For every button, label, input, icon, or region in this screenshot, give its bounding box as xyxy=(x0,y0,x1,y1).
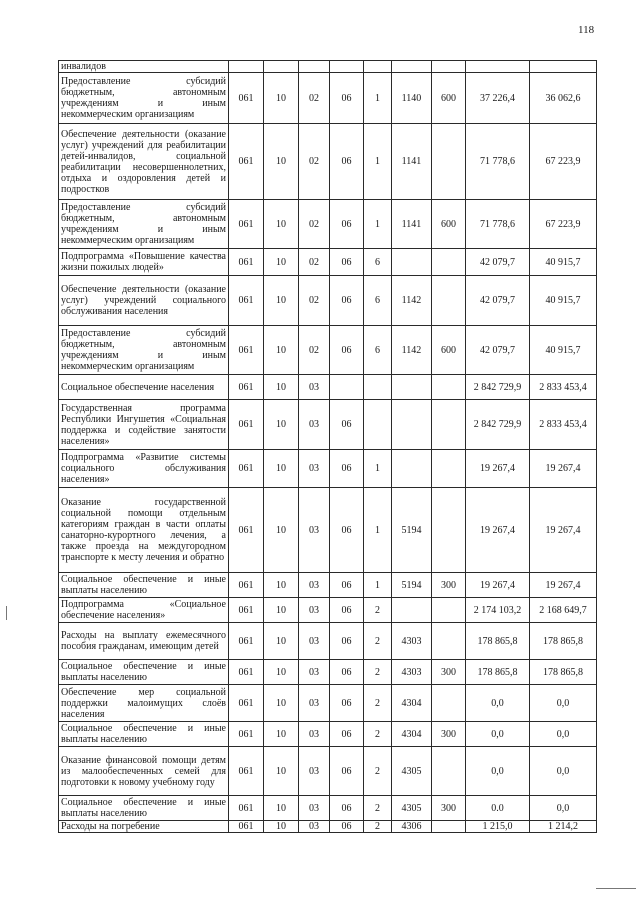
cell-name: Обеспечение деятельности (оказание услуг) учреждений социального обслуживания населения xyxy=(59,276,229,326)
cell-subsection-code: 03 xyxy=(299,747,330,796)
cell-ministry-code: 061 xyxy=(229,326,264,375)
cell-subprogram-code: 2 xyxy=(364,660,392,685)
table-row xyxy=(59,326,597,375)
cell-amount-1: 42 079,7 xyxy=(466,326,530,375)
cell-subsection-code: 03 xyxy=(299,685,330,722)
table-row xyxy=(59,450,597,488)
cell-target-code: 1141 xyxy=(392,200,432,249)
table-row xyxy=(59,124,597,200)
table-row xyxy=(59,623,597,660)
cell-expense-type-code xyxy=(432,488,466,573)
table-row xyxy=(59,400,597,450)
cell-amount-2: 0,0 xyxy=(530,796,597,821)
table-row xyxy=(59,375,597,400)
cell-target-code: 4306 xyxy=(392,821,432,833)
cell-amount-1: 0,0 xyxy=(466,685,530,722)
cell-amount-2: 19 267,4 xyxy=(530,450,597,488)
cell-program-code: 06 xyxy=(330,73,364,124)
cell-section-code: 10 xyxy=(264,660,299,685)
cell-target-code: 4305 xyxy=(392,796,432,821)
cell-expense-type-code: 600 xyxy=(432,200,466,249)
cell-subprogram-code: 2 xyxy=(364,821,392,833)
cell-amount-1: 1 215,0 xyxy=(466,821,530,833)
cell-target-code xyxy=(392,400,432,450)
cell-subsection-code: 02 xyxy=(299,73,330,124)
cell-name: Подпрограмма «Развитие системы социального обслуживания населения» xyxy=(59,450,229,488)
cell-subsection-code: 03 xyxy=(299,660,330,685)
cell-ministry-code: 061 xyxy=(229,660,264,685)
cell-name: Расходы на погребение xyxy=(59,821,229,833)
cell-subsection-code xyxy=(299,61,330,73)
cell-subprogram-code xyxy=(364,400,392,450)
cell-program-code: 06 xyxy=(330,249,364,276)
margin-mark xyxy=(596,888,636,889)
table-row xyxy=(59,276,597,326)
cell-subsection-code: 02 xyxy=(299,249,330,276)
cell-subprogram-code: 1 xyxy=(364,450,392,488)
cell-ministry-code: 061 xyxy=(229,598,264,623)
cell-name: Подпрограмма «Повышение качества жизни пожилых людей» xyxy=(59,249,229,276)
cell-name: Предоставление субсидий бюджетным, автономным учреждениям и иным некоммерческим организациям xyxy=(59,200,229,249)
budget-table xyxy=(58,60,597,833)
cell-name: Оказание финансовой помощи детям из малообеспеченных семей для подготовки к новому учебному году xyxy=(59,747,229,796)
cell-amount-2: 67 223,9 xyxy=(530,200,597,249)
cell-name: Социальное обеспечение и иные выплаты населению xyxy=(59,722,229,747)
cell-subprogram-code: 1 xyxy=(364,124,392,200)
cell-amount-2: 178 865,8 xyxy=(530,660,597,685)
cell-ministry-code xyxy=(229,61,264,73)
cell-expense-type-code: 600 xyxy=(432,326,466,375)
cell-program-code: 06 xyxy=(330,623,364,660)
cell-program-code: 06 xyxy=(330,200,364,249)
cell-name: Обеспечение деятельности (оказание услуг) учреждений для реабилитации детей-инвалидов, социальной реабилитации несовершеннолетних, отдыха и оздоровления детей и подростков xyxy=(59,124,229,200)
cell-subprogram-code: 2 xyxy=(364,722,392,747)
table-row xyxy=(59,61,597,73)
cell-target-code xyxy=(392,450,432,488)
cell-subsection-code: 02 xyxy=(299,124,330,200)
cell-program-code xyxy=(330,61,364,73)
cell-expense-type-code xyxy=(432,598,466,623)
cell-amount-1: 178 865,8 xyxy=(466,660,530,685)
cell-program-code: 06 xyxy=(330,573,364,598)
cell-ministry-code: 061 xyxy=(229,73,264,124)
cell-subsection-code: 03 xyxy=(299,598,330,623)
cell-subprogram-code: 1 xyxy=(364,573,392,598)
table-row xyxy=(59,488,597,573)
cell-ministry-code: 061 xyxy=(229,488,264,573)
cell-subprogram-code xyxy=(364,61,392,73)
cell-target-code xyxy=(392,375,432,400)
cell-expense-type-code xyxy=(432,124,466,200)
cell-subprogram-code: 1 xyxy=(364,488,392,573)
cell-subprogram-code: 2 xyxy=(364,796,392,821)
cell-subprogram-code: 2 xyxy=(364,747,392,796)
cell-ministry-code: 061 xyxy=(229,821,264,833)
cell-amount-1: 19 267,4 xyxy=(466,488,530,573)
cell-program-code: 06 xyxy=(330,821,364,833)
table-row xyxy=(59,821,597,833)
cell-ministry-code: 061 xyxy=(229,722,264,747)
cell-amount-2: 36 062,6 xyxy=(530,73,597,124)
cell-ministry-code: 061 xyxy=(229,249,264,276)
cell-amount-1: 71 778,6 xyxy=(466,200,530,249)
cell-section-code: 10 xyxy=(264,598,299,623)
cell-target-code: 4305 xyxy=(392,747,432,796)
cell-name: Расходы на выплату ежемесячного пособия гражданам, имеющим детей xyxy=(59,623,229,660)
cell-section-code: 10 xyxy=(264,249,299,276)
cell-ministry-code: 061 xyxy=(229,573,264,598)
table-body xyxy=(59,61,597,833)
cell-subprogram-code: 1 xyxy=(364,200,392,249)
cell-subprogram-code: 6 xyxy=(364,276,392,326)
cell-expense-type-code: 300 xyxy=(432,573,466,598)
cell-section-code: 10 xyxy=(264,400,299,450)
cell-amount-1: 42 079,7 xyxy=(466,276,530,326)
cell-section-code: 10 xyxy=(264,488,299,573)
cell-target-code: 1140 xyxy=(392,73,432,124)
cell-target-code: 5194 xyxy=(392,573,432,598)
cell-program-code: 06 xyxy=(330,124,364,200)
cell-section-code xyxy=(264,61,299,73)
cell-amount-2: 0,0 xyxy=(530,685,597,722)
cell-amount-1: 178 865,8 xyxy=(466,623,530,660)
table-row xyxy=(59,747,597,796)
cell-section-code: 10 xyxy=(264,276,299,326)
cell-name: Социальное обеспечение и иные выплаты населению xyxy=(59,660,229,685)
cell-name: инвалидов xyxy=(59,61,229,73)
cell-name: Предоставление субсидий бюджетным, автономным учреждениям и иным некоммерческим организациям xyxy=(59,326,229,375)
cell-program-code: 06 xyxy=(330,660,364,685)
cell-amount-1: 2 842 729,9 xyxy=(466,375,530,400)
cell-amount-1: 0.0 xyxy=(466,796,530,821)
cell-subsection-code: 03 xyxy=(299,722,330,747)
table-row xyxy=(59,73,597,124)
cell-target-code: 4304 xyxy=(392,722,432,747)
cell-amount-1: 2 174 103,2 xyxy=(466,598,530,623)
cell-ministry-code: 061 xyxy=(229,400,264,450)
cell-subsection-code: 03 xyxy=(299,375,330,400)
cell-subsection-code: 02 xyxy=(299,276,330,326)
cell-subsection-code: 02 xyxy=(299,326,330,375)
cell-subprogram-code: 6 xyxy=(364,326,392,375)
cell-name: Социальное обеспечение населения xyxy=(59,375,229,400)
cell-amount-1: 19 267,4 xyxy=(466,573,530,598)
cell-amount-2: 40 915,7 xyxy=(530,276,597,326)
cell-amount-1: 2 842 729,9 xyxy=(466,400,530,450)
table-row xyxy=(59,660,597,685)
cell-subprogram-code: 2 xyxy=(364,623,392,660)
cell-expense-type-code xyxy=(432,400,466,450)
cell-section-code: 10 xyxy=(264,722,299,747)
cell-expense-type-code xyxy=(432,375,466,400)
table-row xyxy=(59,200,597,249)
table-row xyxy=(59,598,597,623)
cell-amount-2: 40 915,7 xyxy=(530,249,597,276)
cell-name: Государственная программа Республики Ингушетия «Социальная поддержка и содействие занятости населения» xyxy=(59,400,229,450)
cell-section-code: 10 xyxy=(264,685,299,722)
cell-amount-1: 0,0 xyxy=(466,722,530,747)
table-row xyxy=(59,685,597,722)
table-row xyxy=(59,573,597,598)
margin-mark xyxy=(6,606,7,620)
page-number: 118 xyxy=(578,24,595,36)
cell-ministry-code: 061 xyxy=(229,450,264,488)
cell-target-code: 4304 xyxy=(392,685,432,722)
cell-expense-type-code xyxy=(432,450,466,488)
cell-expense-type-code xyxy=(432,821,466,833)
cell-amount-1: 19 267,4 xyxy=(466,450,530,488)
cell-target-code xyxy=(392,61,432,73)
cell-subsection-code: 03 xyxy=(299,400,330,450)
cell-expense-type-code: 300 xyxy=(432,796,466,821)
cell-ministry-code: 061 xyxy=(229,685,264,722)
cell-subprogram-code: 2 xyxy=(364,598,392,623)
cell-expense-type-code xyxy=(432,61,466,73)
cell-ministry-code: 061 xyxy=(229,124,264,200)
cell-ministry-code: 061 xyxy=(229,623,264,660)
cell-target-code xyxy=(392,598,432,623)
cell-amount-1: 37 226,4 xyxy=(466,73,530,124)
cell-target-code xyxy=(392,249,432,276)
cell-amount-2: 0,0 xyxy=(530,722,597,747)
cell-subprogram-code xyxy=(364,375,392,400)
cell-target-code: 4303 xyxy=(392,660,432,685)
cell-program-code: 06 xyxy=(330,598,364,623)
cell-program-code: 06 xyxy=(330,450,364,488)
cell-section-code: 10 xyxy=(264,573,299,598)
cell-target-code: 1142 xyxy=(392,276,432,326)
cell-ministry-code: 061 xyxy=(229,796,264,821)
cell-amount-1: 0,0 xyxy=(466,747,530,796)
cell-amount-2: 178 865,8 xyxy=(530,623,597,660)
cell-expense-type-code xyxy=(432,685,466,722)
cell-program-code: 06 xyxy=(330,400,364,450)
cell-ministry-code: 061 xyxy=(229,375,264,400)
cell-name: Подпрограмма «Социальное обеспечение населения» xyxy=(59,598,229,623)
cell-amount-2: 19 267,4 xyxy=(530,488,597,573)
cell-section-code: 10 xyxy=(264,796,299,821)
cell-section-code: 10 xyxy=(264,623,299,660)
cell-section-code: 10 xyxy=(264,821,299,833)
cell-amount-1: 71 778,6 xyxy=(466,124,530,200)
cell-subsection-code: 03 xyxy=(299,450,330,488)
table-row xyxy=(59,722,597,747)
cell-subsection-code: 03 xyxy=(299,623,330,660)
table-row xyxy=(59,249,597,276)
cell-amount-2: 2 833 453,4 xyxy=(530,375,597,400)
cell-target-code: 4303 xyxy=(392,623,432,660)
cell-subprogram-code: 2 xyxy=(364,685,392,722)
cell-program-code: 06 xyxy=(330,326,364,375)
cell-program-code: 06 xyxy=(330,747,364,796)
cell-amount-2: 19 267,4 xyxy=(530,573,597,598)
cell-section-code: 10 xyxy=(264,124,299,200)
cell-name: Обеспечение мер социальной поддержки малоимущих слоёв населения xyxy=(59,685,229,722)
cell-ministry-code: 061 xyxy=(229,276,264,326)
cell-subsection-code: 03 xyxy=(299,821,330,833)
cell-program-code: 06 xyxy=(330,276,364,326)
cell-expense-type-code xyxy=(432,623,466,660)
cell-expense-type-code xyxy=(432,276,466,326)
cell-section-code: 10 xyxy=(264,375,299,400)
cell-section-code: 10 xyxy=(264,450,299,488)
cell-amount-2 xyxy=(530,61,597,73)
cell-subsection-code: 03 xyxy=(299,796,330,821)
cell-expense-type-code xyxy=(432,747,466,796)
cell-program-code: 06 xyxy=(330,488,364,573)
cell-amount-2: 1 214,2 xyxy=(530,821,597,833)
cell-subsection-code: 03 xyxy=(299,573,330,598)
cell-amount-2: 40 915,7 xyxy=(530,326,597,375)
cell-subsection-code: 03 xyxy=(299,488,330,573)
cell-ministry-code: 061 xyxy=(229,200,264,249)
cell-name: Социальное обеспечение и иные выплаты населению xyxy=(59,796,229,821)
cell-target-code: 1141 xyxy=(392,124,432,200)
cell-expense-type-code xyxy=(432,249,466,276)
cell-program-code: 06 xyxy=(330,796,364,821)
cell-amount-1: 42 079,7 xyxy=(466,249,530,276)
table-row xyxy=(59,796,597,821)
cell-program-code: 06 xyxy=(330,722,364,747)
cell-program-code: 06 xyxy=(330,685,364,722)
cell-target-code: 1142 xyxy=(392,326,432,375)
cell-amount-2: 0,0 xyxy=(530,747,597,796)
cell-target-code: 5194 xyxy=(392,488,432,573)
cell-section-code: 10 xyxy=(264,73,299,124)
cell-subprogram-code: 6 xyxy=(364,249,392,276)
cell-amount-1 xyxy=(466,61,530,73)
cell-amount-2: 2 168 649,7 xyxy=(530,598,597,623)
cell-program-code xyxy=(330,375,364,400)
cell-name: Социальное обеспечение и иные выплаты населению xyxy=(59,573,229,598)
cell-name: Оказание государственной социальной помощи отдельным категориям граждан в части оплаты санаторно-курортного лечения, а также проезда на междугородном транспорте к месту лечения и обратно xyxy=(59,488,229,573)
cell-section-code: 10 xyxy=(264,200,299,249)
cell-name: Предоставление субсидий бюджетным, автономным учреждениям и иным некоммерческим организациям xyxy=(59,73,229,124)
cell-amount-2: 67 223,9 xyxy=(530,124,597,200)
cell-section-code: 10 xyxy=(264,747,299,796)
cell-amount-2: 2 833 453,4 xyxy=(530,400,597,450)
cell-subsection-code: 02 xyxy=(299,200,330,249)
cell-section-code: 10 xyxy=(264,326,299,375)
cell-ministry-code: 061 xyxy=(229,747,264,796)
cell-subprogram-code: 1 xyxy=(364,73,392,124)
cell-expense-type-code: 300 xyxy=(432,660,466,685)
cell-expense-type-code: 600 xyxy=(432,73,466,124)
cell-expense-type-code: 300 xyxy=(432,722,466,747)
